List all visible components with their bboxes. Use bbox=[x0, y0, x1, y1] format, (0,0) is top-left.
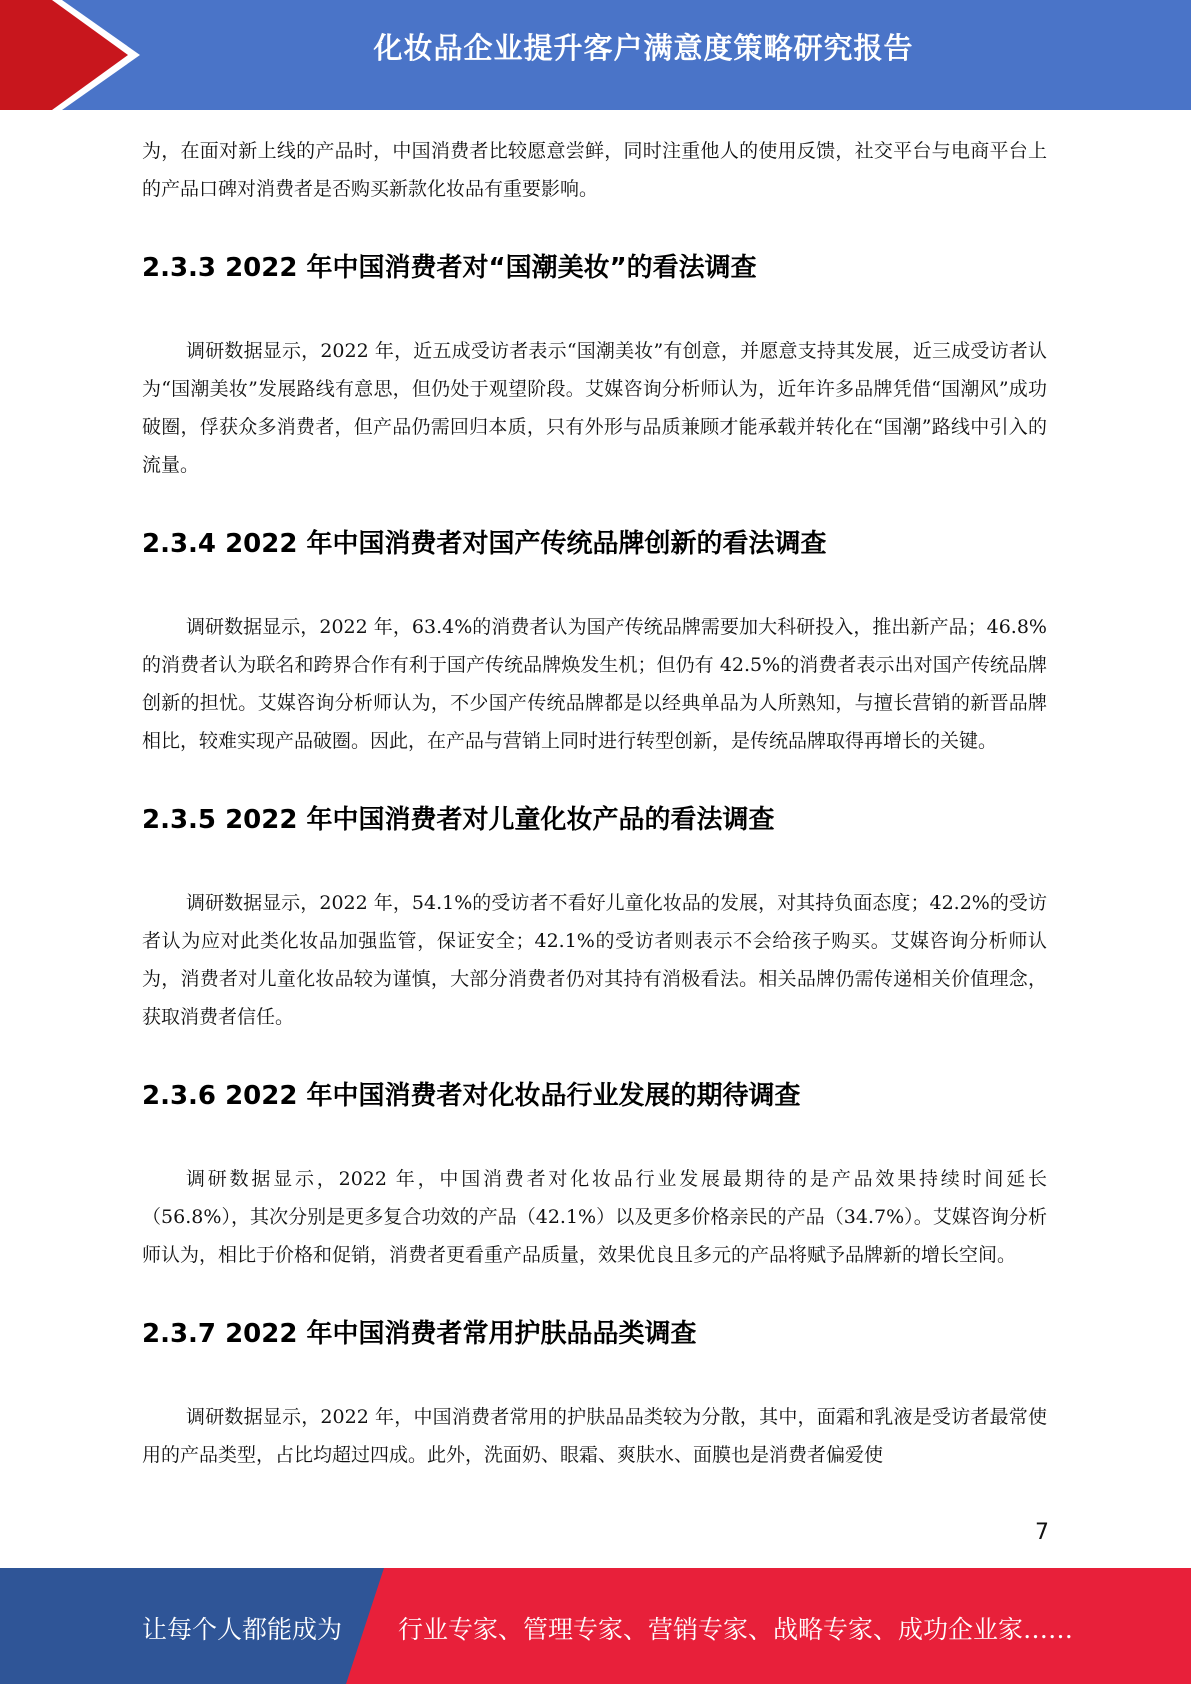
report-title: 化妆品企业提升客户满意度策略研究报告 bbox=[373, 31, 914, 65]
section-heading-2-3-5: 2.3.5 2022 年中国消费者对儿童化妆产品的看法调查 bbox=[142, 805, 775, 835]
section-paragraph-2-3-6: 调研数据显示，2022 年，中国消费者对化妆品行业发展最期待的是产品效果持续时间延长（56.8%），其次分别是更多复合功效的产品（42.1%）以及更多价格亲民的产品（34.7%）。艾媒咨询分析师认为，相比于价格和促销，消费者更看重产品质量，效果优良且多元的产品将赋予品牌新的增长空间。 bbox=[142, 1168, 1047, 1266]
intro-paragraph: 为，在面对新上线的产品时，中国消费者比较愿意尝鲜，同时注重他人的使用反馈，社交平台与电商平台上的产品口碑对消费者是否购买新款化妆品有重要影响。 bbox=[142, 140, 1047, 200]
section-heading-2-3-4: 2.3.4 2022 年中国消费者对国产传统品牌创新的看法调查 bbox=[142, 529, 827, 559]
footer-slogan-left: 让每个人都能成为 bbox=[142, 1615, 343, 1644]
section-paragraph-2-3-3: 调研数据显示，2022 年，近五成受访者表示“国潮美妆”有创意，并愿意支持其发展，近三成受访者认为“国潮美妆”发展路线有意思，但仍处于观望阶段。艾媒咨询分析师认为，近年许多品牌凭借“国潮风”成功破圈，俘获众多消费者，但产品仍需回归本质，只有外形与品质兼顾才能承载并转化在“国潮”路线中引入的流量。 bbox=[142, 340, 1047, 476]
page-content bbox=[142, 132, 1047, 1474]
section-heading-2-3-3: 2.3.3 2022 年中国消费者对“国潮美妆”的看法调查 bbox=[142, 253, 757, 283]
page-number: 7 bbox=[1035, 1520, 1049, 1545]
footer-slogan-right: 行业专家、管理专家、营销专家、战略专家、成功企业家…… bbox=[398, 1615, 1074, 1644]
section-paragraph-2-3-5: 调研数据显示，2022 年，54.1%的受访者不看好儿童化妆品的发展，对其持负面态度；42.2%的受访者认为应对此类化妆品加强监管，保证安全；42.1%的受访者则表示不会给孩子购买。艾媒咨询分析师认为，消费者对儿童化妆品较为谨慎，大部分消费者仍对其持有消极看法。相关品牌仍需传递相关价值理念，获取消费者信任。 bbox=[142, 892, 1047, 1028]
section-paragraph-2-3-4: 调研数据显示，2022 年，63.4%的消费者认为国产传统品牌需要加大科研投入，推出新产品；46.8%的消费者认为联名和跨界合作有利于国产传统品牌焕发生机；但仍有 42.5%的消费者表示出对国产传统品牌创新的担忧。艾媒咨询分析师认为，不少国产传统品牌都是以经典单品为人所熟知，与擅长营销的新晋品牌相比，较难实现产品破圈。因此，在产品与营销上同时进行转型创新，是传统品牌取得再增长的关键。 bbox=[142, 616, 1047, 752]
section-heading-2-3-6: 2.3.6 2022 年中国消费者对化妆品行业发展的期待调查 bbox=[142, 1081, 801, 1111]
section-paragraph-2-3-7: 调研数据显示，2022 年，中国消费者常用的护肤品品类较为分散，其中，面霜和乳液是受访者最常使用的产品类型，占比均超过四成。此外，洗面奶、眼霜、爽肤水、面膜也是消费者偏爱使 bbox=[142, 1406, 1047, 1466]
section-heading-2-3-7: 2.3.7 2022 年中国消费者常用护肤品品类调查 bbox=[142, 1319, 697, 1349]
page-footer bbox=[0, 1568, 1191, 1684]
page-header bbox=[0, 0, 1191, 110]
